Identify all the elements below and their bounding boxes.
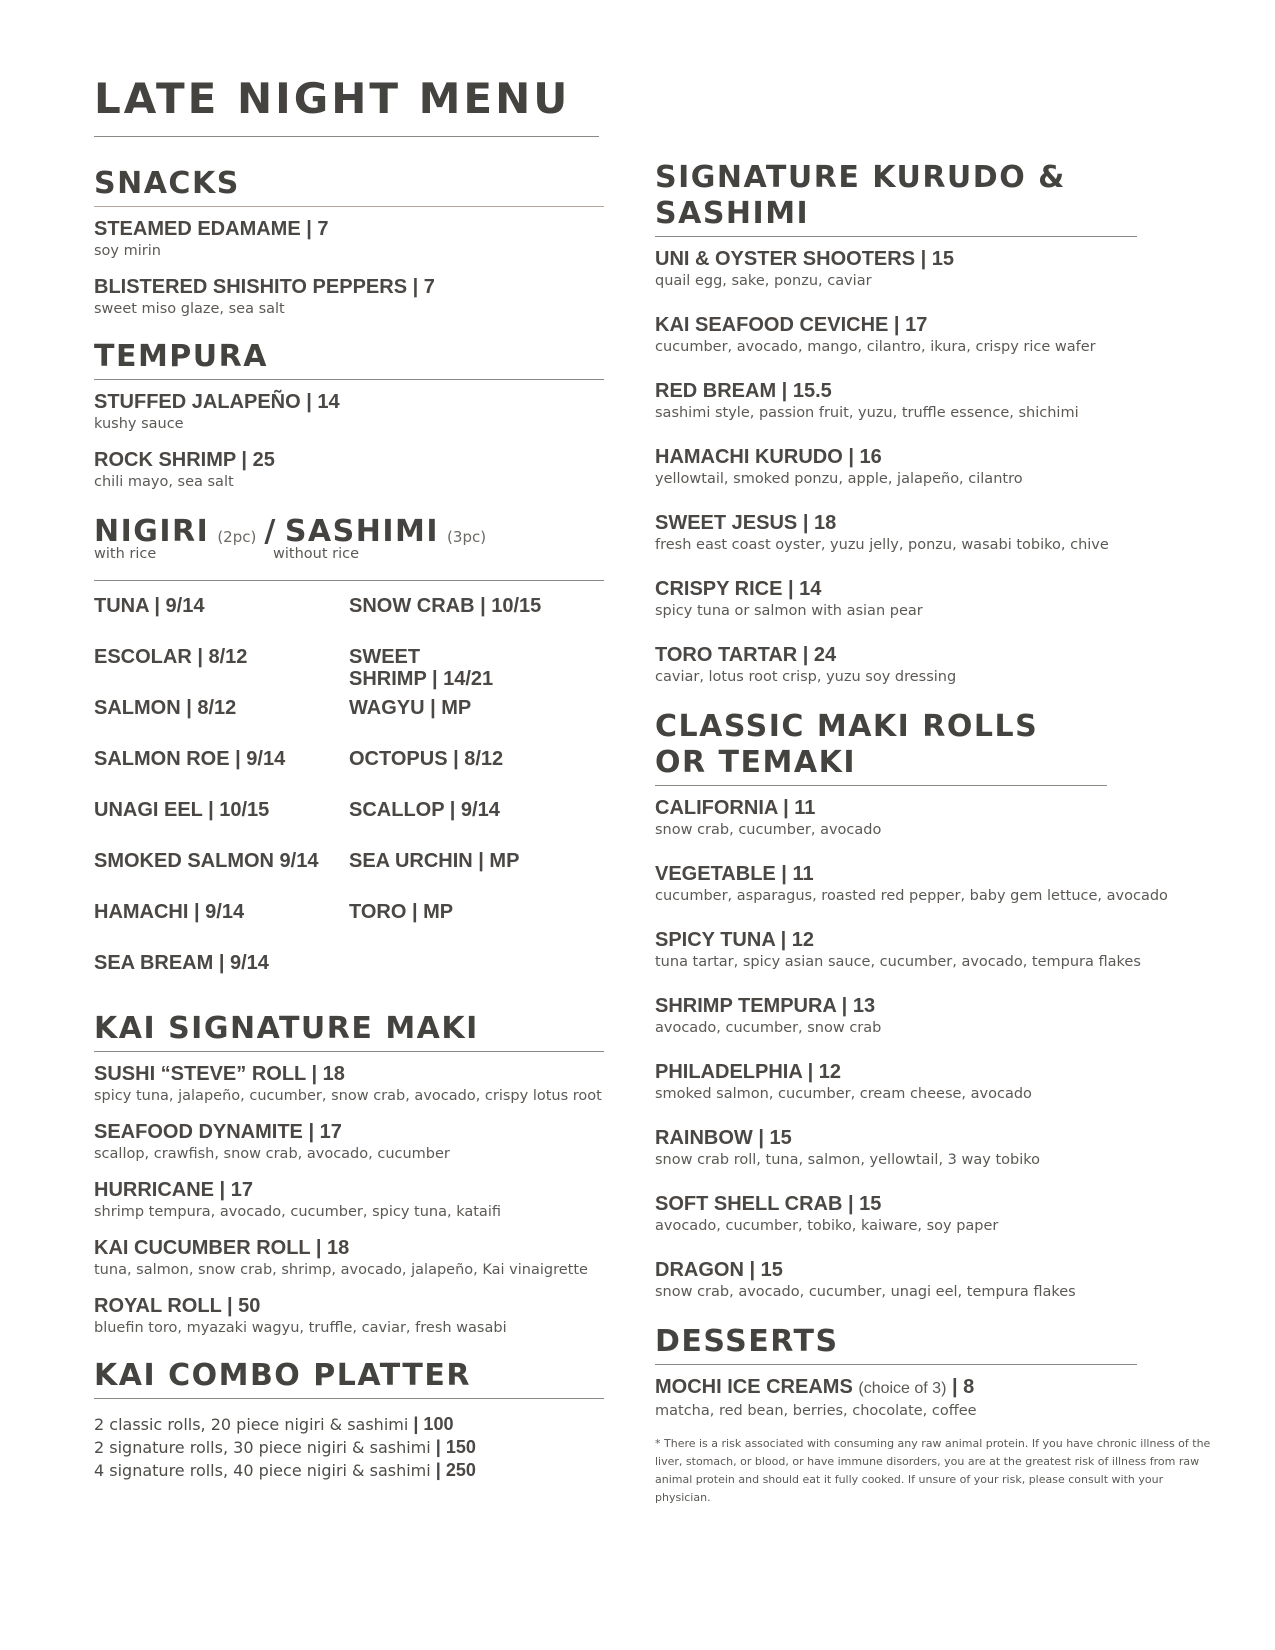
item-name: ROYAL ROLL | 50 bbox=[94, 1295, 261, 1317]
nigiri-item: SEA URCHIN | MP bbox=[349, 850, 520, 872]
nigiri-item: OCTOPUS | 8/12 bbox=[349, 748, 504, 770]
item-description: yellowtail, smoked ponzu, apple, jalapeño, cilantro bbox=[655, 471, 1023, 487]
item-description: tuna, salmon, snow crab, shrimp, avocado, jalapeño, Kai vinaigrette bbox=[94, 1262, 588, 1278]
nigiri-heading: NIGIRI bbox=[94, 514, 210, 549]
tempura-heading: TEMPURA bbox=[94, 339, 268, 374]
menu-item bbox=[655, 1126, 1200, 1170]
menu-item bbox=[94, 1120, 604, 1164]
nigiri-item: SNOW CRAB | 10/15 bbox=[349, 595, 542, 617]
sashimi-heading: SASHIMI bbox=[284, 514, 440, 549]
nigiri-grid bbox=[94, 595, 604, 1003]
menu-item bbox=[655, 379, 1200, 423]
menu-item bbox=[655, 247, 1200, 291]
menu-item bbox=[655, 577, 1200, 621]
item-description: cucumber, avocado, mango, cilantro, ikura, crispy rice wafer bbox=[655, 339, 1096, 355]
item-name: UNI & OYSTER SHOOTERS | 15 bbox=[655, 248, 954, 270]
menu-item bbox=[655, 643, 1200, 687]
item-name: ROCK SHRIMP | 25 bbox=[94, 449, 275, 471]
item-name: STEAMED EDAMAME | 7 bbox=[94, 218, 329, 240]
page-title: LATE NIGHT MENU bbox=[94, 74, 571, 123]
kurudo-divider bbox=[655, 236, 1137, 237]
item-description: quail egg, sake, ponzu, caviar bbox=[655, 273, 872, 289]
nigiri-sashimi-notes bbox=[94, 546, 604, 562]
item-description: sweet miso glaze, sea salt bbox=[94, 301, 285, 317]
item-name: BLISTERED SHISHITO PEPPERS | 7 bbox=[94, 276, 435, 298]
item-description: kushy sauce bbox=[94, 416, 184, 432]
item-description: fresh east coast oyster, yuzu jelly, ponzu, wasabi tobiko, chive bbox=[655, 537, 1109, 553]
item-name: KAI SEAFOOD CEVICHE | 17 bbox=[655, 314, 928, 336]
dessert-price: | 8 bbox=[951, 1376, 975, 1398]
menu-item bbox=[655, 1258, 1200, 1302]
combo-text: 2 signature rolls, 30 piece nigiri & sashimi bbox=[94, 1438, 431, 1457]
nigiri-note: with rice bbox=[94, 546, 157, 562]
menu-item bbox=[94, 275, 604, 319]
item-name: CRISPY RICE | 14 bbox=[655, 578, 822, 600]
menu-item bbox=[94, 1178, 604, 1222]
combo-option bbox=[94, 1459, 604, 1482]
nigiri-item: SALMON ROE | 9/14 bbox=[94, 748, 286, 770]
nigiri-right-column bbox=[349, 595, 604, 1003]
item-name: SWEET JESUS | 18 bbox=[655, 512, 837, 534]
combo-text: 2 classic rolls, 20 piece nigiri & sashimi bbox=[94, 1415, 409, 1434]
item-name: HAMACHI KURUDO | 16 bbox=[655, 446, 882, 468]
snacks-section bbox=[94, 166, 604, 319]
classic-maki-section bbox=[655, 709, 1200, 1302]
nigiri-item: SALMON | 8/12 bbox=[94, 697, 237, 719]
item-name bbox=[655, 1375, 1200, 1401]
nigiri-sashimi-section bbox=[94, 514, 604, 1003]
nigiri-item: SCALLOP | 9/14 bbox=[349, 799, 500, 821]
menu-item bbox=[94, 1294, 604, 1338]
nigiri-item: WAGYU | MP bbox=[349, 697, 472, 719]
item-description: snow crab, cucumber, avocado bbox=[655, 822, 882, 838]
menu-item bbox=[94, 390, 604, 434]
kurudo-section bbox=[655, 160, 1200, 687]
title-divider bbox=[94, 136, 599, 137]
menu-item bbox=[94, 217, 604, 261]
signature-maki-heading: KAI SIGNATURE MAKI bbox=[94, 1011, 479, 1046]
combo-text: 4 signature rolls, 40 piece nigiri & sashimi bbox=[94, 1461, 431, 1480]
item-name: TORO TARTAR | 24 bbox=[655, 644, 837, 666]
menu-item bbox=[655, 445, 1200, 489]
nigiri-divider bbox=[94, 580, 604, 581]
combo-option bbox=[94, 1436, 604, 1459]
combo-price: | 100 bbox=[413, 1414, 454, 1434]
item-name: SUSHI “STEVE” ROLL | 18 bbox=[94, 1063, 345, 1085]
right-column bbox=[655, 160, 1211, 1507]
nigiri-item: TUNA | 9/14 bbox=[94, 595, 205, 617]
menu-item bbox=[655, 994, 1200, 1038]
nigiri-item: SEA BREAM | 9/14 bbox=[94, 952, 269, 974]
combo-platter-divider bbox=[94, 1398, 604, 1399]
item-name: RED BREAM | 15.5 bbox=[655, 380, 832, 402]
item-description: matcha, red bean, berries, chocolate, coffee bbox=[655, 1403, 977, 1419]
menu-item bbox=[655, 1375, 1200, 1421]
dessert-name: MOCHI ICE CREAMS bbox=[655, 1376, 853, 1398]
combo-price: | 250 bbox=[435, 1460, 476, 1480]
snacks-heading: SNACKS bbox=[94, 166, 240, 201]
nigiri-item: SMOKED SALMON 9/14 bbox=[94, 850, 319, 872]
item-description: scallop, crawfish, snow crab, avocado, cucumber bbox=[94, 1146, 450, 1162]
menu-item bbox=[655, 928, 1200, 972]
item-name: SEAFOOD DYNAMITE | 17 bbox=[94, 1121, 342, 1143]
combo-price: | 150 bbox=[435, 1437, 476, 1457]
combo-platter-heading: KAI COMBO PLATTER bbox=[94, 1358, 471, 1393]
tempura-section bbox=[94, 339, 604, 492]
signature-maki-section bbox=[94, 1011, 604, 1338]
combo-option bbox=[94, 1413, 604, 1436]
left-column bbox=[94, 166, 604, 1482]
signature-maki-divider bbox=[94, 1051, 604, 1052]
item-description: tuna tartar, spicy asian sauce, cucumber, avocado, tempura flakes bbox=[655, 954, 1141, 970]
dessert-note: (choice of 3) bbox=[858, 1380, 947, 1397]
menu-item bbox=[655, 313, 1200, 357]
combo-platter-section bbox=[94, 1358, 604, 1482]
nigiri-item: HAMACHI | 9/14 bbox=[94, 901, 245, 923]
item-name: DRAGON | 15 bbox=[655, 1259, 783, 1281]
item-description: spicy tuna or salmon with asian pear bbox=[655, 603, 923, 619]
item-name: CALIFORNIA | 11 bbox=[655, 797, 816, 819]
nigiri-item: SWEET SHRIMP | 14/21 bbox=[349, 646, 494, 690]
snacks-divider bbox=[94, 206, 604, 207]
sashimi-piece-count: (3pc) bbox=[447, 528, 487, 546]
kurudo-heading: SIGNATURE KURUDO & SASHIMI bbox=[655, 160, 1066, 231]
menu-item bbox=[655, 1060, 1200, 1104]
item-description: shrimp tempura, avocado, cucumber, spicy tuna, kataifi bbox=[94, 1204, 501, 1220]
nigiri-left-column bbox=[94, 595, 349, 1003]
item-description: snow crab roll, tuna, salmon, yellowtail, 3 way tobiko bbox=[655, 1152, 1040, 1168]
item-name: KAI CUCUMBER ROLL | 18 bbox=[94, 1237, 350, 1259]
menu-item bbox=[94, 1062, 604, 1106]
nigiri-sashimi-heading bbox=[94, 514, 604, 550]
item-description: spicy tuna, jalapeño, cucumber, snow crab, avocado, crispy lotus root bbox=[94, 1088, 602, 1104]
item-name: SPICY TUNA | 12 bbox=[655, 929, 814, 951]
classic-maki-divider bbox=[655, 785, 1107, 786]
item-description: smoked salmon, cucumber, cream cheese, avocado bbox=[655, 1086, 1032, 1102]
item-name: STUFFED JALAPEÑO | 14 bbox=[94, 391, 340, 413]
item-description: snow crab, avocado, cucumber, unagi eel, tempura flakes bbox=[655, 1284, 1076, 1300]
raw-food-disclaimer: * There is a risk associated with consuming any raw animal protein. If you have chronic illness of the liver, stomach, or blood, or have immune disorders, you are at the greatest risk of illness from raw animal protein and should eat it fully cooked. If unsure of your risk, please consult with your physician. bbox=[655, 1437, 1211, 1504]
tempura-divider bbox=[94, 379, 604, 380]
desserts-heading: DESSERTS bbox=[655, 1324, 839, 1359]
classic-maki-heading-line1: CLASSIC MAKI ROLLS bbox=[655, 709, 1039, 744]
menu-item bbox=[655, 511, 1200, 555]
item-description: avocado, cucumber, snow crab bbox=[655, 1020, 882, 1036]
item-description: bluefin toro, myazaki wagyu, truffle, caviar, fresh wasabi bbox=[94, 1320, 507, 1336]
classic-maki-heading-line2: OR TEMAKI bbox=[655, 745, 856, 780]
item-name: RAINBOW | 15 bbox=[655, 1127, 792, 1149]
item-description: caviar, lotus root crisp, yuzu soy dressing bbox=[655, 669, 957, 685]
desserts-section bbox=[655, 1324, 1211, 1507]
desserts-divider bbox=[655, 1364, 1137, 1365]
item-name: SOFT SHELL CRAB | 15 bbox=[655, 1193, 882, 1215]
item-description: cucumber, asparagus, roasted red pepper, baby gem lettuce, avocado bbox=[655, 888, 1168, 904]
item-name: PHILADELPHIA | 12 bbox=[655, 1061, 841, 1083]
nigiri-item: UNAGI EEL | 10/15 bbox=[94, 799, 270, 821]
item-description: avocado, cucumber, tobiko, kaiware, soy paper bbox=[655, 1218, 999, 1234]
menu-item bbox=[655, 1192, 1200, 1236]
item-description: sashimi style, passion fruit, yuzu, truffle essence, shichimi bbox=[655, 405, 1079, 421]
item-name: HURRICANE | 17 bbox=[94, 1179, 253, 1201]
menu-item bbox=[94, 1236, 604, 1280]
menu-item bbox=[94, 448, 604, 492]
nigiri-item: ESCOLAR | 8/12 bbox=[94, 646, 248, 668]
item-name: VEGETABLE | 11 bbox=[655, 863, 814, 885]
nigiri-piece-count: (2pc) bbox=[217, 528, 257, 546]
heading-slash: / bbox=[264, 514, 277, 549]
sashimi-note: without rice bbox=[273, 546, 360, 562]
item-description: soy mirin bbox=[94, 243, 161, 259]
item-description: chili mayo, sea salt bbox=[94, 474, 234, 490]
item-name: SHRIMP TEMPURA | 13 bbox=[655, 995, 876, 1017]
nigiri-item: TORO | MP bbox=[349, 901, 454, 923]
menu-item bbox=[655, 796, 1200, 840]
menu-item bbox=[655, 862, 1200, 906]
